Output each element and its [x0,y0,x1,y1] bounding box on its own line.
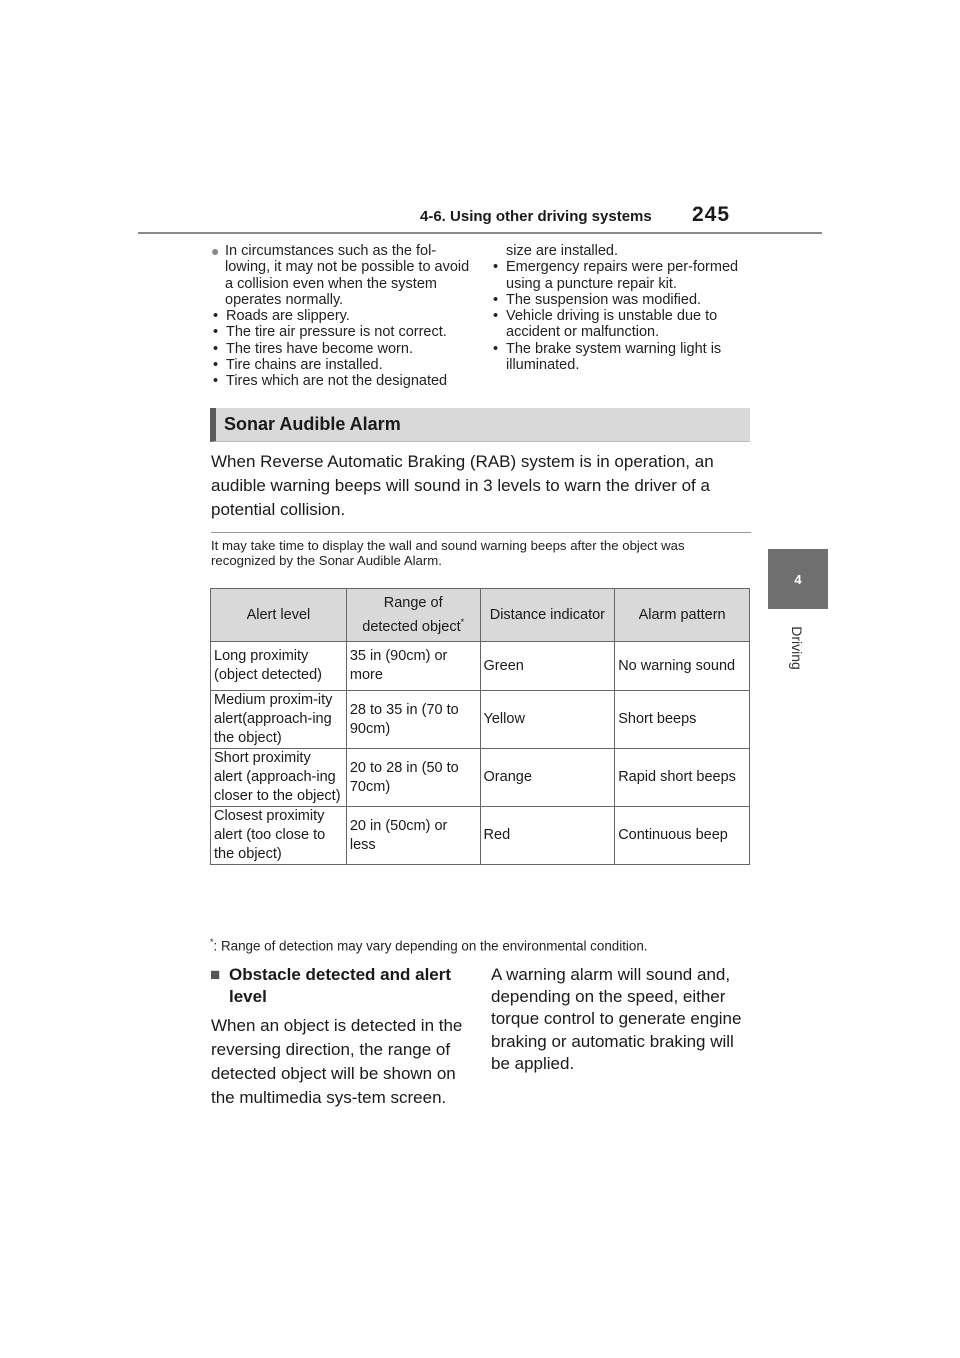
list-item: • The tires have become worn. [213,340,413,357]
cell-alert-level: Long proximity (object detected) [211,642,347,691]
cell-range: 20 in (50cm) or less [346,807,480,865]
list-item-continuation: size are installed. [506,243,619,259]
alarm-table [210,588,750,865]
table-header-row [211,589,750,642]
section-intro: When Reverse Automatic Braking (RAB) system is in operation, an audible warning beeps will sound in 3 levels to warn the driver of a potential collision. [211,452,714,519]
table-row [211,749,750,807]
subsection-title-text: Obstacle detected and alert level [229,965,452,1006]
list-item: • Roads are slippery. [213,308,350,325]
section-header: 4-6. Using other driving systems [420,208,652,225]
list-item: • The tire air pressure is not correct. [213,324,447,341]
list-item: • The suspension was modified. [493,291,702,308]
section-title-bar [210,408,750,442]
table-row [211,807,750,865]
footnote-mark: * [210,937,214,947]
cell-indicator: Green [480,642,615,691]
section-title: Sonar Audible Alarm [224,414,401,434]
circle-bullet-icon: ● [211,243,220,259]
cell-alert-level: Medium proxim-ity alert(approach-ing the object) [211,691,347,749]
cell-indicator: Orange [480,749,615,807]
cell-alert-level: Short proximity alert (approach-ing closer to the object) [211,749,347,807]
cell-pattern: Continuous beep [615,807,750,865]
table-row [211,691,750,749]
page-number: 245 [692,203,731,226]
header-alarm-pattern: Alarm pattern [615,589,750,642]
list-item: • Emergency repairs were per-formed using a puncture repair kit. [493,259,739,292]
chapter-label-text: Driving [789,626,805,670]
table-row [211,642,750,691]
section-note: It may take time to display the wall and sound warning beeps after the object was recognized by the Sonar Audible Alarm. [211,538,685,568]
square-bullet-icon: ■ [210,965,221,984]
subsection-body-right: A warning alarm will sound and, depending on the speed, either torque control to generate engine braking or automatic braking will be applied. [491,965,742,1073]
cell-indicator: Red [480,807,615,865]
chapter-tab [768,549,828,609]
list-item: • The brake system warning light is illuminated. [493,340,722,374]
cell-pattern: Rapid short beeps [615,749,750,807]
note-divider [211,532,751,533]
chapter-number: 4 [794,571,802,587]
note-lead [211,243,473,308]
cell-range: 20 to 28 in (50 to 70cm) [346,749,480,807]
table-footnote [210,937,770,953]
list-item: • Tires which are not the designated [213,373,448,390]
cell-range: 35 in (90cm) or more [346,642,480,691]
notes-right-column [491,243,759,373]
chapter-label [772,618,822,678]
cell-range: 28 to 35 in (70 to 90cm) [346,691,480,749]
list-item: • Tire chains are installed. [213,357,383,374]
cell-pattern: No warning sound [615,642,750,691]
header-distance-indicator: Distance indicator [480,589,615,642]
header-range: Range of detected object* [346,589,480,642]
subsection-title [210,964,472,1008]
header-alert-level: Alert level [211,589,347,642]
note-lead-text: In circumstances such as the fol-lowing, it may not be possible to avoid a collision even when the system operates normally. [225,243,470,308]
subsection-body-left: When an object is detected in the reversing direction, the range of detected object will be shown on the multimedia sys-tem screen. [211,1016,463,1107]
header-divider [138,232,822,234]
list-item: • Vehicle driving is unstable due to accident or malfunction. [493,308,718,341]
cell-indicator: Yellow [480,691,615,749]
cell-pattern: Short beeps [615,691,750,749]
footnote-text: : Range of detection may vary depending on the environmental condition. [213,938,648,954]
cell-alert-level: Closest proximity alert (too close to the object) [211,807,347,865]
notes-left-column [211,243,473,390]
